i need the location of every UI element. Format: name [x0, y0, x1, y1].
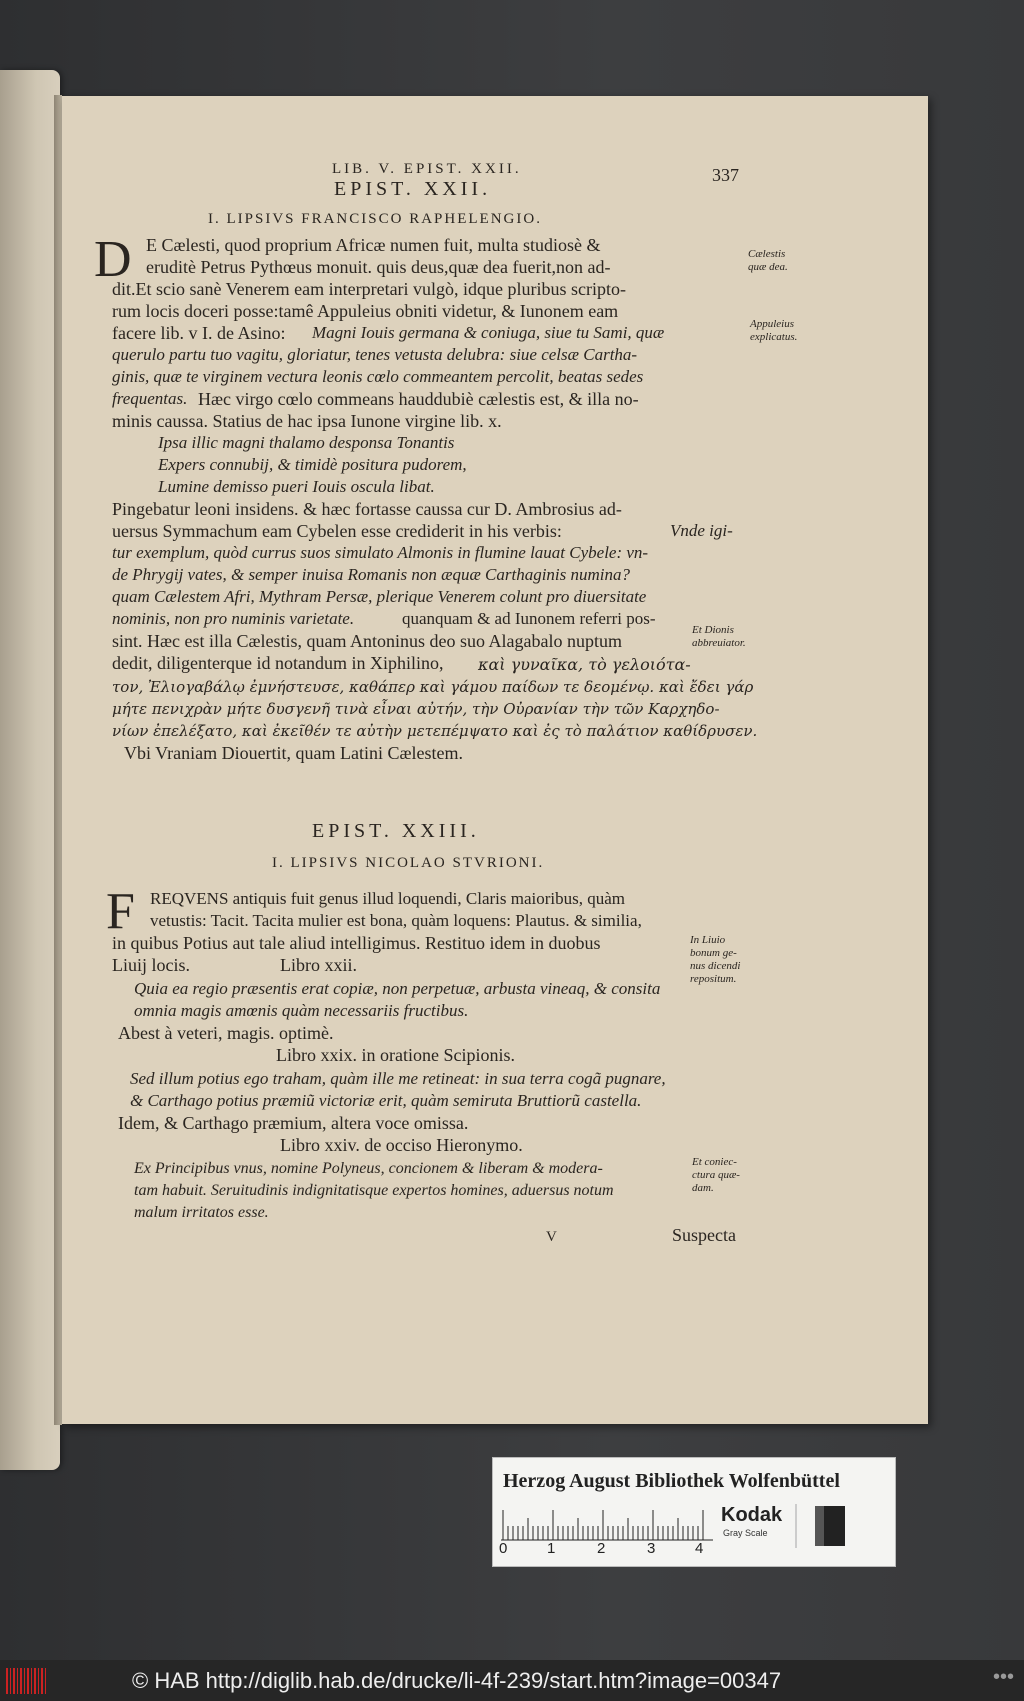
margin-note: Et Dionis abbreuiator.: [692, 624, 746, 649]
text-line: facere lib. v I. de Asino:: [112, 323, 286, 343]
quote-line: de Phrygij vates, & semper inuisa Romanis non æquæ Carthaginis numina?: [112, 565, 631, 584]
text-line: Pingebatur leoni insidens. & hæc fortasse caussa cur D. Ambrosius ad-: [112, 499, 622, 519]
text-line: Abest à veteri, magis. optimè.: [118, 1023, 334, 1043]
quote-line: & Carthago potius præmiũ victoriæ erit, quàm semiruta Bruttiorũ castella.: [130, 1091, 642, 1110]
signature-mark: V: [546, 1229, 557, 1245]
text-line: vetustis: Tacit. Tacita mulier est bona, quàm loquens: Plautus. & similia,: [150, 911, 642, 930]
text-line: REQVENS antiquis fuit genus illud loquendi, Claris maioribus, quàm: [150, 889, 626, 908]
library-name: Herzog August Bibliothek Wolfenbüttel: [503, 1470, 840, 1492]
text-line: Liuij locis. Libro xxii.: [112, 955, 357, 975]
quote-line: Vnde igi-: [670, 521, 733, 540]
margin-note: Cælestis quæ dea.: [748, 248, 788, 273]
scale-ruler: [501, 1506, 713, 1542]
footer-url[interactable]: © HAB http://diglib.hab.de/drucke/li-4f-239/start.htm?image=00347: [132, 1668, 782, 1693]
quote-line: Magni Iouis germana & coniuga, siue tu Sami, quæ: [312, 323, 665, 342]
quote-line: omnia magis amœnis quàm necessariis fructibus.: [134, 1001, 469, 1020]
ruler-number: 3: [647, 1540, 656, 1557]
book-reference: Libro xxix. in oratione Scipionis.: [276, 1045, 515, 1065]
text-line: quanquam & ad Iunonem referri pos-: [402, 609, 656, 628]
text-line: Vbi Vraniam Diouertit, quam Latini Cælestem.: [124, 743, 464, 763]
text-line: Hæc virgo cœlo commeans hauddubiè cælestis est, & illa no-: [198, 389, 639, 409]
text-line: dedit, diligenterque id notandum in Xiphilino,: [112, 653, 444, 673]
book-page: [62, 96, 928, 1424]
quote-line: Quia ea regio præsentis erat copiæ, non perpetuæ, arbusta vineaq, & consita: [134, 979, 661, 998]
book-reference: Libro xxiv. de occiso Hieronymo.: [280, 1135, 523, 1155]
quote-line: querulo partu tuo vagitu, gloriatur, tenes vetusta delubra: siue celsæ Cartha-: [112, 345, 638, 364]
verse-line: Ipsa illic magni thalamo desponsa Tonantis: [158, 433, 455, 452]
catchword: Suspecta: [672, 1225, 736, 1245]
kodak-logo: Kodak: [721, 1504, 783, 1526]
quote-line: ginis, quæ te virginem vectura leonis cœlo commeantem percolit, beatas sedes: [112, 367, 644, 386]
epistle-22-title: EPIST. XXII.: [334, 178, 492, 200]
greek-line: νίων ἐπελέξατο, καὶ ἐκεῖθέν τε αὐτὴν μετεπέμψατο καὶ ἐς τὸ παλάτιον καθίδρυσεν.: [112, 722, 758, 740]
text-line: sint. Hæc est illa Cælestis, quam Antoninus deo suo Alagabalo nuptum: [112, 631, 622, 651]
barcode-icon: [6, 1668, 46, 1694]
quote-line: quam Cælestem Afri, Mythram Persæ, plerique Venerem colunt pro diuersitate: [112, 587, 647, 606]
margin-note: Appuleius explicatus.: [750, 318, 798, 343]
text-line: E Cælesti, quod proprium Africæ numen fuit, multa studiosè &: [146, 235, 601, 255]
footer-bar: [0, 1660, 1024, 1701]
quote-line: tur exemplum, quòd currus suos simulato Almonis in flumine lauat Cybele: vn-: [112, 543, 649, 562]
margin-note: In Liuio bonum ge- nus dicendi repositum.: [690, 934, 741, 985]
ruler-number: 2: [597, 1540, 606, 1557]
ruler-number: 0: [499, 1540, 508, 1557]
greek-line: καὶ γυναῖκα, τὸ γελοιότα-: [478, 655, 691, 674]
library-color-target: [492, 1457, 896, 1567]
epistle-23-salutation: I. LIPSIVS NICOLAO STVRIONI.: [272, 855, 545, 871]
page-number: 337: [712, 165, 739, 185]
gray-swatch: [815, 1506, 845, 1546]
text-line: Idem, & Carthago præmium, altera voce omissa.: [118, 1113, 469, 1133]
text-line: dit.Et scio sanè Venerem eam interpretari vulgò, idque pluribus scripto-: [112, 279, 627, 299]
quote-line: Sed illum potius ego traham, quàm ille me retineat: in sua terra cogã pugnare,: [130, 1069, 666, 1088]
previous-leaf-edge: [0, 70, 60, 1470]
more-icon[interactable]: •••: [992, 1666, 1014, 1688]
running-head: LIB. V. EPIST. XXII.: [332, 161, 522, 177]
text-line: eruditè Petrus Pythœus monuit. quis deus,quæ dea fuerit,non ad-: [146, 257, 611, 277]
margin-note: Et coniec- ctura quæ- dam.: [692, 1156, 740, 1194]
greek-line: μήτε πενιχρὰν μήτε δυσγενῆ τινὰ εἶναι αὐτήν, τὴν Οὐρανίαν τὴν τῶν Καρχηδο-: [112, 700, 720, 718]
quote-line: tam habuit. Seruitudinis indignitatisque expertos homines, aduersus notum: [134, 1182, 614, 1199]
ruler-number: 1: [547, 1540, 556, 1557]
verse-line: Lumine demisso pueri Iouis oscula libat.: [158, 477, 435, 496]
book-gutter: [54, 95, 62, 1425]
text-line: in quibus Potius aut tale aliud intelligimus. Restituo idem in duobus: [112, 933, 601, 953]
text-line: minis caussa. Statius de hac ipsa Iunone virgine lib. x.: [112, 411, 502, 431]
gray-scale-label: Gray Scale: [723, 1528, 768, 1538]
quote-line: Ex Principibus vnus, nomine Polyneus, concionem & liberam & modera-: [134, 1160, 603, 1177]
quote-line: malum irritatos esse.: [134, 1204, 269, 1221]
greek-line: τον, Ἐλιογαβάλῳ ἐμνήστευσε, καθάπερ καὶ γάμου παίδων τε δεομένῳ. καὶ ἔδει γάρ: [112, 678, 754, 696]
ruler-number: 4: [695, 1540, 704, 1557]
quote-line: nominis, non pro numinis varietate.: [112, 609, 355, 628]
dropcap-d: D: [94, 231, 132, 288]
quote-line: frequentas.: [112, 389, 188, 408]
epistle-22-salutation: I. LIPSIVS FRANCISCO RAPHELENGIO.: [208, 211, 542, 227]
verse-line: Expers connubij, & timidè positura pudorem,: [158, 455, 467, 474]
text-line: rum locis doceri posse:tamê Appuleius obniti videtur, & Iunonem eam: [112, 301, 619, 321]
epistle-23-title: EPIST. XXIII.: [312, 820, 480, 842]
text-line: uersus Symmachum eam Cybelen esse crediderit in his verbis:: [112, 521, 562, 541]
dropcap-f: F: [106, 883, 135, 940]
